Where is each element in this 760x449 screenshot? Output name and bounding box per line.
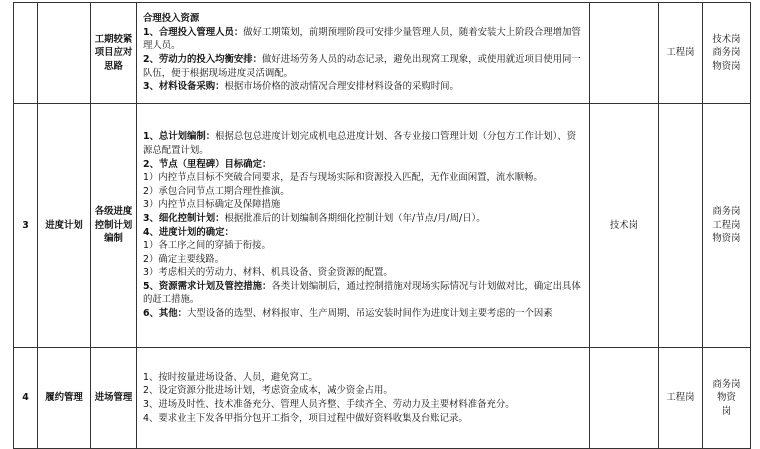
content-line: 合理投入资源 xyxy=(143,13,200,25)
row-number: 3 xyxy=(14,104,38,348)
row-content xyxy=(137,348,590,449)
table-row xyxy=(14,348,751,449)
row-content xyxy=(137,104,590,348)
row-coop: 商务岗 物资 岗 xyxy=(703,348,751,449)
content-line: 2、劳动力的投入均衡安排：做好进场劳务人员的动态记录，避免出现窝工现象，或使用就近项目使用同一队伍，便于根据现场进度灵活调配。 xyxy=(143,54,581,79)
blank-cell xyxy=(590,348,659,449)
row-dept: 工程岗 xyxy=(659,348,703,449)
row-number xyxy=(14,3,38,104)
row-number: 4 xyxy=(14,348,38,449)
content-line: 6、其他：大型设备的选型、材料报审、生产周期、吊运安装时间作为进度计划主要考虑的一个因素 xyxy=(143,308,553,320)
content-line: 1）各工序之间的穿插于衔接。 xyxy=(143,240,271,252)
content-line: 2）承包合同节点工期合理性推演。 xyxy=(143,185,290,197)
row-item: 工期较紧项目应对思路 xyxy=(91,3,137,104)
row-coop: 商务岗 工程岗 物资岗 xyxy=(703,104,751,348)
content-line: 5、资源需求计划及管控措施：各类计划编制后，通过控制措施对现场实际情况与计划做对比，确定出具体的赶工措施。 xyxy=(143,280,581,306)
content-line: 4、要求业主下发各甲指分包开工指令，项目过程中做好资料收集及台账记录。 xyxy=(143,412,468,424)
row-content xyxy=(137,3,590,104)
blank-cell xyxy=(590,3,659,104)
blank-cell xyxy=(659,104,703,348)
row-category: 履约管理 xyxy=(38,348,91,449)
management-table xyxy=(13,2,751,449)
content-line: 1、合理投入管理人员：做好工期策划，前期预埋阶段可安排少量管理人员，随着安装大上阶段合理增加管理人员。 xyxy=(143,26,581,52)
content-line: 3）考虑相关的劳动力、材料、机具设备、资金资源的配置。 xyxy=(143,267,393,279)
content-line: 3）内控节点目标确定及保障措施 xyxy=(143,199,281,211)
row-dept: 工程岗 xyxy=(659,3,703,104)
content-line: 1、总计划编制：根据总包总进度计划完成机电总进度计划、各专业接口管理计划（分包方工作计划）、资源总配置计划。 xyxy=(143,131,577,156)
content-line: 3、进场及时性、技术准备充分、管理人员齐整、手续齐全、劳动力及主要材料准备充分。 xyxy=(143,399,515,410)
row-category xyxy=(38,3,91,104)
content-line: 1）内控节点目标不突破合同要求，是否与现场实际和资源投入匹配，无作业面闲置，流水顺畅。 xyxy=(143,172,543,184)
row-coop: 技术岗 商务岗 物资岗 xyxy=(703,3,751,104)
content-line: 1、按时按量进场设备、人员，避免窝工。 xyxy=(143,371,318,383)
content-line: 3、材料设备采购：根据市场价格的波动情况合理安排材料设备的采购时间。 xyxy=(143,81,459,93)
content-line: 4、进度计划的确定： xyxy=(143,226,234,238)
row-item: 各级进度控制计划编制 xyxy=(91,104,137,348)
content-line: 3、细化控制计划：根据批准后的计划编制各期细化控制计划（年/节点/月/周/日）。 xyxy=(143,212,486,224)
row-item: 进场管理 xyxy=(91,348,137,449)
content-line: 2）确定主要线路。 xyxy=(143,253,224,265)
table-row xyxy=(14,104,751,348)
row-category: 进度计划 xyxy=(38,104,91,348)
table-row xyxy=(14,3,751,104)
content-line: 2、节点（里程碑）目标确定： xyxy=(143,158,272,170)
content-line: 2、设定资源分批进场计划，考虑资金成本，减少资金占用。 xyxy=(143,385,393,397)
row-dept: 技术岗 xyxy=(590,104,659,348)
